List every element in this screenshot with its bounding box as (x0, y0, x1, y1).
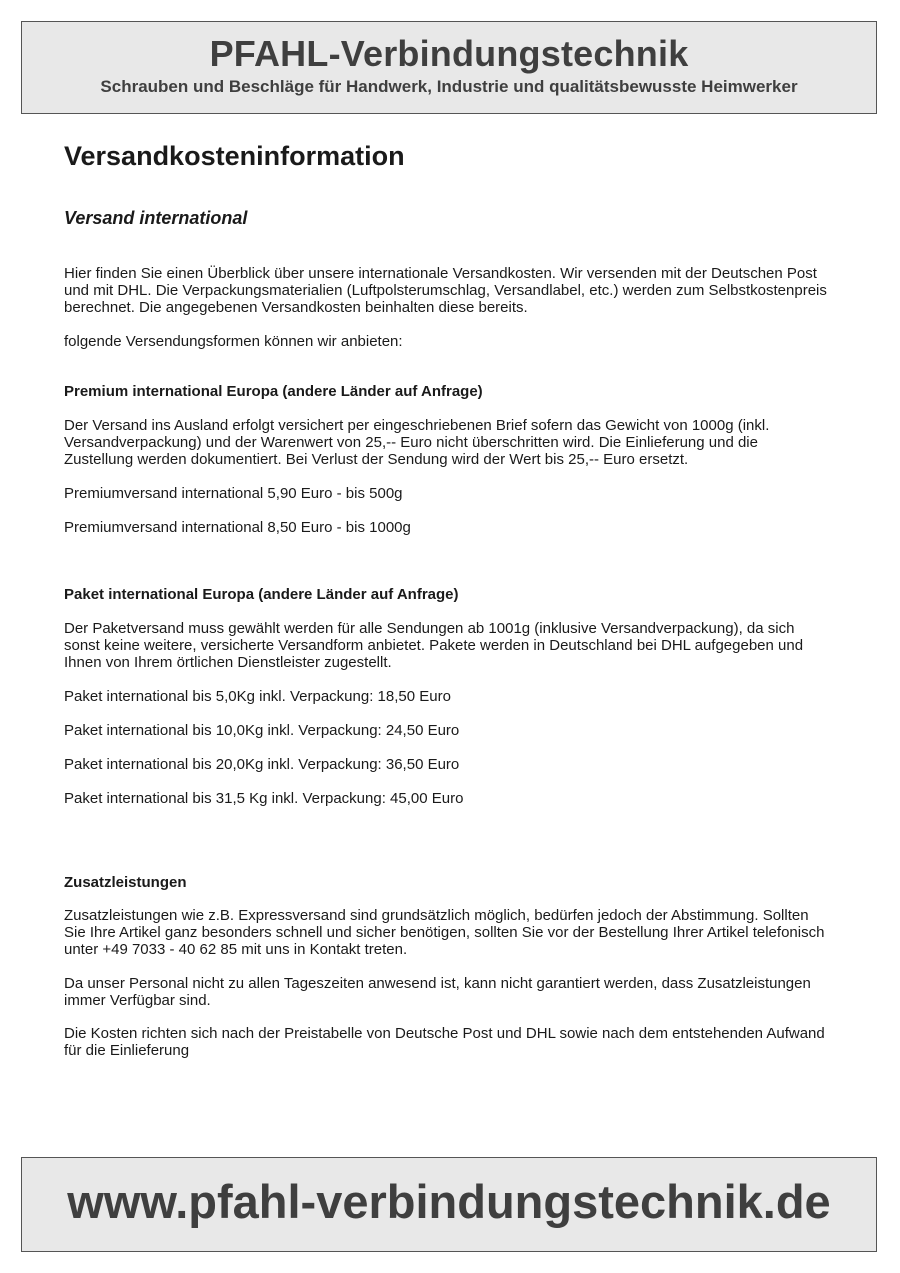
paket-line: sonst keine weitere, versicherte Versandform anbietet. Pakete werden in Deutschland bei DHL aufgegeben und (64, 637, 804, 654)
page-subtitle: Versand international (64, 208, 248, 228)
extras-heading: Zusatzleistungen (64, 874, 187, 891)
extras-line: Da unser Personal nicht zu allen Tageszeiten anwesend ist, kann nicht garantiert werden, dass Zusatzleistungen (64, 975, 811, 992)
paket-heading: Paket international Europa (andere Länder auf Anfrage) (64, 586, 459, 603)
intro-line: Hier finden Sie einen Überblick über unsere internationale Versandkosten. Wir versenden mit der Deutschen Post (64, 265, 817, 282)
premium-heading: Premium international Europa (andere Länder auf Anfrage) (64, 383, 483, 400)
company-name: PFAHL-Verbindungstechnik (209, 33, 689, 74)
extras-paragraph-3 (64, 1025, 844, 1059)
paket-rate-5kg: Paket international bis 5,0Kg inkl. Verpackung: 18,50 Euro (64, 688, 451, 705)
premium-line: Der Versand ins Ausland erfolgt versichert per eingeschriebenen Brief sofern das Gewicht von 1000g (inkl. (64, 417, 770, 434)
page-title: Versandkosteninformation (64, 141, 405, 171)
premium-description (64, 417, 844, 468)
intro-line: berechnet. Die angegebenen Versandkosten beinhalten diese bereits. (64, 299, 528, 316)
extras-line: Zusatzleistungen wie z.B. Expressversand sind grundsätzlich möglich, bedürfen jedoch der Abstimmung. Sollten (64, 907, 809, 924)
extras-paragraph-1 (64, 907, 844, 958)
premium-rate-1000g: Premiumversand international 8,50 Euro - bis 1000g (64, 519, 411, 536)
intro-line: und mit DHL. Die Verpackungsmaterialien (Luftpolsterumschlag, Versandlabel, etc.) werden zum Selbstkostenpreis (64, 282, 827, 299)
premium-line: Versandverpackung) und der Warenwert von 25,-- Euro nicht überschritten wird. Die Einlieferung und die (64, 434, 758, 451)
footer-banner (21, 1157, 877, 1252)
options-intro: folgende Versendungsformen können wir anbieten: (64, 333, 403, 350)
premium-line: Zustellung werden dokumentiert. Bei Verlust der Sendung wird der Wert bis 25,-- Euro ersetzt. (64, 451, 689, 468)
paket-description (64, 620, 844, 671)
extras-line: immer Verfügbar sind. (64, 992, 211, 1009)
paket-line: Ihnen von Ihrem örtlichen Dienstleister zugestellt. (64, 654, 392, 671)
extras-line: für die Einlieferung (64, 1042, 190, 1059)
paket-line: Der Paketversand muss gewählt werden für alle Sendungen ab 1001g (inklusive Versandverpackung), da sich (64, 620, 795, 637)
extras-line: Die Kosten richten sich nach der Preistabelle von Deutsche Post und DHL sowie nach dem entstehenden Aufwand (64, 1025, 825, 1042)
paket-rate-10kg: Paket international bis 10,0Kg inkl. Verpackung: 24,50 Euro (64, 722, 460, 739)
paket-rate-31kg: Paket international bis 31,5 Kg inkl. Verpackung: 45,00 Euro (64, 790, 464, 807)
header-banner (21, 21, 877, 114)
extras-line: Sie Ihre Artikel ganz besonders schnell und sicher benötigen, sollten Sie vor der Bestellung Ihrer Artikel telefonisch (64, 924, 825, 941)
extras-paragraph-2 (64, 975, 844, 1009)
company-tagline: Schrauben und Beschläge für Handwerk, Industrie und qualitätsbewusste Heimwerker (100, 77, 798, 96)
website-url: www.pfahl-verbindungstechnik.de (67, 1175, 831, 1228)
intro-paragraph (64, 265, 844, 316)
premium-rate-500g: Premiumversand international 5,90 Euro - bis 500g (64, 485, 403, 502)
paket-rate-20kg: Paket international bis 20,0Kg inkl. Verpackung: 36,50 Euro (64, 756, 460, 773)
extras-line: unter +49 7033 - 40 62 85 mit uns in Kontakt treten. (64, 941, 408, 958)
